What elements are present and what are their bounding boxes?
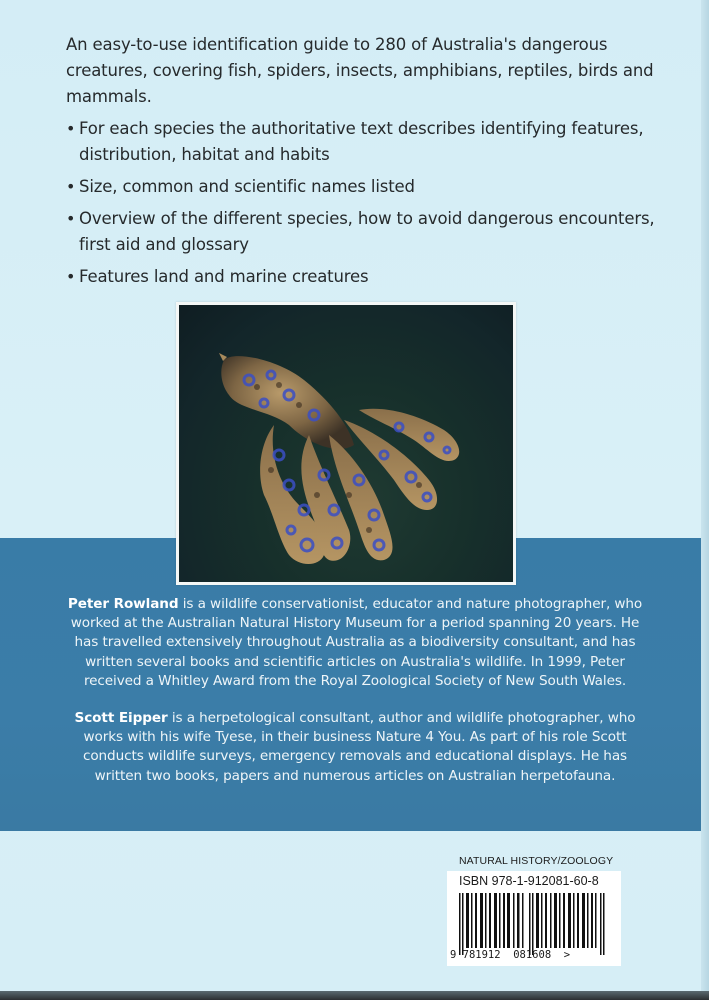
description-block bbox=[66, 32, 666, 296]
feature-text: Overview of the different species, how to avoid dangerous encounters, first aid and glossary bbox=[79, 209, 655, 254]
feature-item bbox=[66, 206, 666, 258]
bullet-icon: • bbox=[66, 267, 76, 286]
feature-text: For each species the authoritative text describes identifying features, distribution, habitat and habits bbox=[79, 119, 644, 164]
feature-text: Size, common and scientific names listed bbox=[79, 177, 415, 196]
bullet-icon: • bbox=[66, 177, 76, 196]
author-bio-text: is a wildlife conservationist, educator and nature photographer, who worked at the Australian Natural History Museum for a period spanning 20 years. He has travelled extensively throughout Australia as a biodiversity consultant, and has written several books and scientific articles on Australia's wildlife. In 1999, Peter received a Whitley Award from the Royal Zoological Society of New South Wales. bbox=[70, 596, 643, 689]
octopus-photo bbox=[179, 305, 513, 582]
feature-list bbox=[66, 116, 666, 290]
author-bios bbox=[60, 595, 650, 804]
photo-frame bbox=[176, 302, 516, 585]
feature-item bbox=[66, 174, 666, 200]
description-intro: An easy-to-use identification guide to 280 of Australia's dangerous creatures, covering fish, spiders, insects, amphibians, reptiles, birds and mammals. bbox=[66, 35, 654, 106]
category-label: NATURAL HISTORY/ZOOLOGY bbox=[459, 855, 614, 867]
isbn-label: ISBN 978-1-912081-60-8 bbox=[459, 874, 599, 888]
feature-text: Features land and marine creatures bbox=[79, 267, 369, 286]
barcode-digits: 9 781912 081608 > bbox=[450, 949, 571, 961]
feature-item bbox=[66, 264, 666, 290]
bullet-icon: • bbox=[66, 209, 76, 228]
author-bio bbox=[60, 595, 650, 691]
octopus-illustration bbox=[179, 305, 513, 582]
bullet-icon: • bbox=[66, 119, 76, 138]
author-name: Peter Rowland bbox=[67, 596, 179, 612]
author-bio-text: is a herpetological consultant, author and wildlife photographer, who works with his wife Tyese, in their business Nature 4 You. As part of his role Scott conducts wildlife surveys, emergency removals and educational displays. He has written two books, papers and numerous articles on Australian herpetofauna. bbox=[82, 710, 636, 784]
cover-edge-right bbox=[701, 0, 709, 1000]
feature-item bbox=[66, 116, 666, 168]
barcode-box bbox=[447, 871, 621, 966]
author-bio bbox=[60, 709, 650, 786]
author-name: Scott Eipper bbox=[74, 710, 168, 727]
cover-edge-bottom bbox=[0, 991, 709, 1000]
